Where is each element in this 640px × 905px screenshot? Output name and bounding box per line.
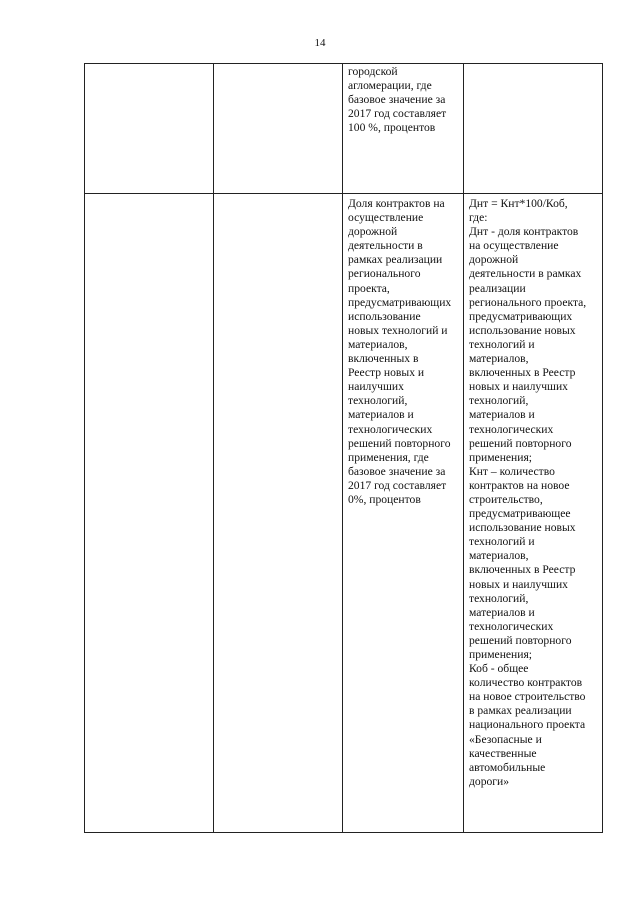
- text-line: включенных в: [348, 352, 419, 366]
- text-line: материалов и: [348, 408, 414, 422]
- indicator-table: [84, 63, 603, 833]
- text-line: наилучших: [348, 380, 404, 394]
- text-line: Коб - общее: [469, 662, 529, 676]
- table-cell-empty: [214, 64, 343, 194]
- text-line: решений повторного: [469, 436, 572, 450]
- text-line: Доля контрактов на: [348, 197, 445, 210]
- page-number: 14: [314, 37, 326, 49]
- indicator-name-continued-cell: [343, 64, 464, 194]
- text-line: реализации: [469, 281, 526, 295]
- text-line: решений повторного: [348, 436, 451, 450]
- text-line: применения;: [469, 648, 533, 661]
- calculation-method-cell: [464, 194, 603, 833]
- text-line: рамках реализации: [348, 253, 443, 267]
- text-line: 2017 год составляет: [348, 478, 447, 492]
- table-cell-empty: [85, 64, 214, 194]
- text-line: национального проекта: [469, 718, 586, 732]
- text-line: Днт = Кнт*100/Коб,: [469, 197, 568, 210]
- text-line: количество контрактов: [469, 676, 583, 690]
- text-line: Кнт – количество: [469, 464, 555, 478]
- text-line: технологий,: [469, 591, 529, 605]
- text-line: 100 %, процентов: [348, 121, 436, 135]
- text-line: строительство,: [469, 492, 543, 506]
- text-line: материалов и: [469, 408, 535, 422]
- table-cell-empty: [85, 194, 214, 833]
- text-line: материалов,: [469, 352, 529, 366]
- text-line: базовое значение за: [348, 93, 446, 107]
- table-row: [85, 64, 603, 194]
- text-line: технологий и: [469, 535, 535, 549]
- text-line: технологий,: [469, 394, 529, 408]
- text-line: где:: [469, 211, 488, 225]
- text-line: в рамках реализации: [469, 704, 572, 718]
- table-cell-empty: [464, 64, 603, 194]
- text-line: дорожной: [348, 225, 398, 239]
- text-line: на осуществление: [469, 239, 559, 253]
- text-line: предусматривающих: [348, 295, 452, 309]
- text-line: 2017 год составляет: [348, 107, 447, 121]
- text-line: использование новых: [469, 323, 576, 337]
- text-line: новых и наилучших: [469, 380, 568, 394]
- text-line: новых и наилучших: [469, 577, 568, 591]
- text-line: новых технологий и: [348, 323, 448, 337]
- text-line: технологических: [348, 422, 433, 436]
- text-line: включенных в Реестр: [469, 366, 576, 380]
- text-line: использование: [348, 309, 421, 323]
- table-row: [85, 194, 603, 833]
- text-line: дорожной: [469, 253, 519, 267]
- text-line: базовое значение за: [348, 464, 446, 478]
- text-line: применения;: [469, 450, 533, 464]
- text-line: технологий и: [469, 337, 535, 351]
- text-line: «Безопасные и: [469, 732, 542, 746]
- text-line: дороги»: [469, 774, 510, 788]
- text-line: на новое строительство: [469, 690, 586, 704]
- text-line: деятельности в: [348, 239, 423, 253]
- text-line: 0%, процентов: [348, 492, 421, 506]
- text-line: предусматривающее: [469, 507, 571, 521]
- text-line: технологических: [469, 422, 554, 436]
- text-line: материалов,: [469, 549, 529, 563]
- text-line: включенных в Реестр: [469, 563, 576, 577]
- indicator-name-cell: [343, 194, 464, 833]
- text-line: регионального проекта,: [469, 295, 587, 309]
- text-line: проекта,: [348, 281, 390, 295]
- text-line: технологий,: [348, 394, 408, 408]
- text-line: применения, где: [348, 450, 429, 464]
- text-line: агломерации, где: [348, 79, 432, 93]
- text-line: материалов и: [469, 605, 535, 619]
- text-line: контрактов на новое: [469, 478, 570, 492]
- text-line: Реестр новых и: [348, 366, 425, 380]
- text-line: технологических: [469, 619, 554, 633]
- text-line: осуществление: [348, 211, 424, 225]
- text-line: деятельности в рамках: [469, 267, 582, 281]
- text-line: регионального: [348, 267, 421, 281]
- text-line: автомобильные: [469, 760, 546, 774]
- text-line: качественные: [469, 746, 537, 760]
- text-line: решений повторного: [469, 633, 572, 647]
- text-line: использование новых: [469, 521, 576, 535]
- table-cell-empty: [214, 194, 343, 833]
- text-line: городской: [348, 65, 398, 78]
- text-line: Днт - доля контрактов: [469, 225, 579, 239]
- text-line: предусматривающих: [469, 309, 573, 323]
- text-line: материалов,: [348, 337, 408, 351]
